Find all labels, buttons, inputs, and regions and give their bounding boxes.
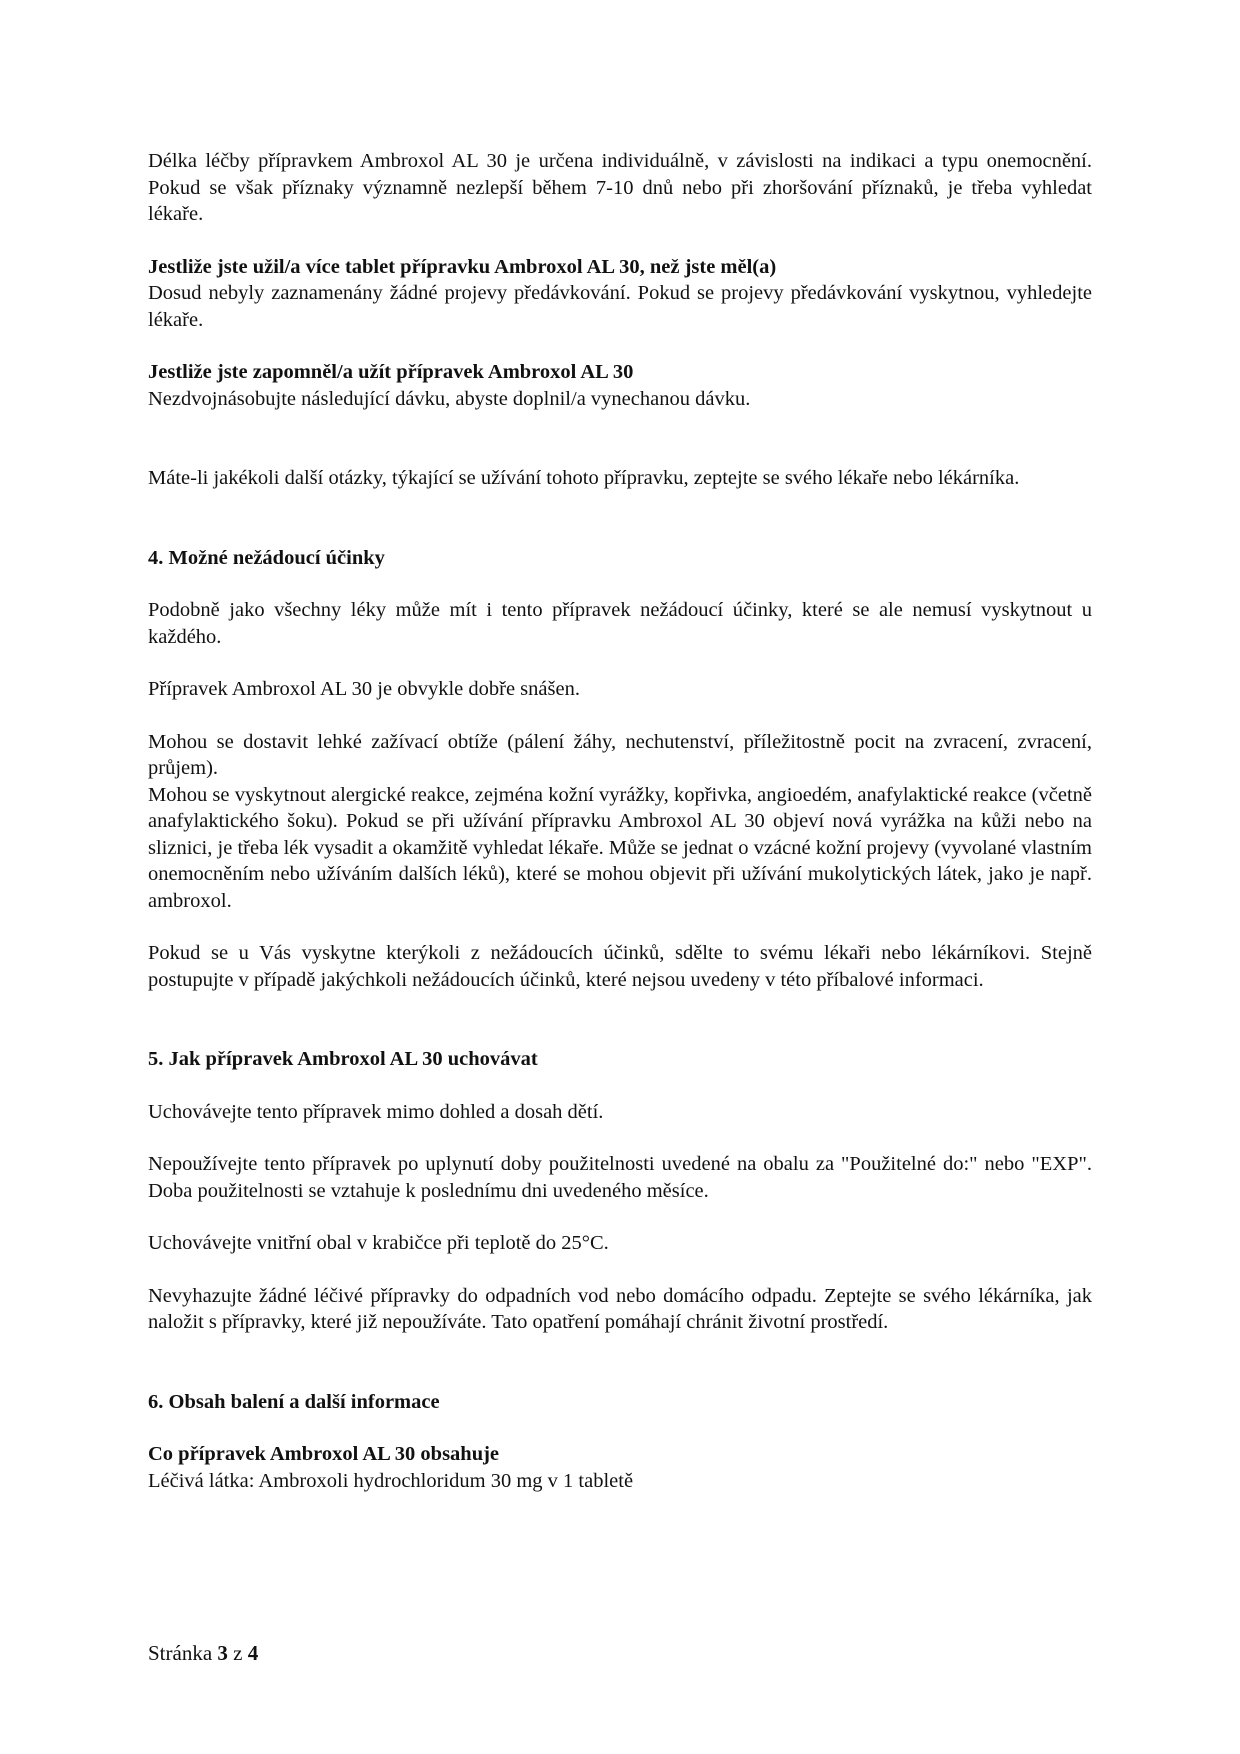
- total-pages-number: 4: [247, 1641, 259, 1665]
- tolerance-paragraph: Přípravek Ambroxol AL 30 je obvykle dobře snášen.: [148, 678, 580, 700]
- disposal-paragraph: Nevyhazujte žádné léčivé přípravky do odpadních vod nebo domácího odpadu. Zeptejte se svého lékárníka, jak naložit s přípravky, které již nepoužíváte. Tato opatření pomáhají chránit životní prostředí.: [148, 1284, 1092, 1333]
- storage-children-paragraph: Uchovávejte tento přípravek mimo dohled a dosah dětí.: [148, 1100, 604, 1123]
- overdose-paragraph: Dosud nebyly zaznamenány žádné projevy předávkování. Pokud se projevy předávkování vyskytnou, vyhledejte lékaře.: [148, 282, 1092, 331]
- report-side-effects-paragraph: Pokud se u Vás vyskytne kterýkoli z nežádoucích účinků, sdělte to svému lékaři nebo lékárníkovi. Stejně postupujte v případě jakýchkoli nežádoucích účinků, které nejsou uvedeny v této příbalové informaci.: [148, 942, 1092, 991]
- digestive-effects-paragraph: Mohou se dostavit lehké zažívací obtíže (pálení žáhy, nechutenství, příležitostně pocit na zvracení, zvracení, průjem).: [148, 730, 1092, 779]
- side-effects-intro: Podobně jako všechny léky může mít i tento přípravek nežádoucí účinky, které se ale nemusí vyskytnout u každého.: [148, 599, 1092, 648]
- active-substance-paragraph: Léčivá látka: Ambroxoli hydrochloridum 30 mg v 1 tabletě: [148, 1469, 634, 1492]
- document-page: [148, 148, 1092, 1494]
- current-page-number: 3: [217, 1641, 228, 1665]
- questions-paragraph: Máte-li jakékoli další otázky, týkající se užívání tohoto přípravku, zeptejte se svého lékaře nebo lékárníka.: [148, 467, 1020, 489]
- missed-dose-heading: Jestliže jste zapomněl/a užít přípravek Ambroxol AL 30: [148, 361, 634, 383]
- page-footer: [148, 1640, 258, 1667]
- allergic-reactions-paragraph: Mohou se vyskytnout alergické reakce, zejména kožní vyrážky, kopřivka, angioedém, anafylaktické reakce (včetně anafylaktického šoku). Pokud se při užívání přípravku Ambroxol AL 30 objeví nová vyrážka na kůži nebo na sliznici, je třeba lék vysadit a okamžitě vyhledat lékaře. Může se jednat o vzácné kožní projevy (vyvolané vlastním onemocněním nebo užíváním dalších léků), které se mohou objevit při užívání mukolytických látek, jako je např. ambroxol.: [148, 783, 1092, 912]
- missed-dose-paragraph: Nezdvojnásobujte následující dávku, abyste doplnil/a vynechanou dávku.: [148, 387, 751, 410]
- expiry-paragraph: Nepoužívejte tento přípravek po uplynutí doby použitelnosti uvedené na obalu za "Použitelné do:" nebo "EXP". Doba použitelnosti se vztahuje k poslednímu dni uvedeného měsíce.: [148, 1153, 1092, 1202]
- page-label: Stránka: [148, 1641, 218, 1665]
- contents-subheading: Co přípravek Ambroxol AL 30 obsahuje: [148, 1443, 500, 1465]
- duration-paragraph: Délka léčby přípravkem Ambroxol AL 30 je určena individuálně, v závislosti na indikaci a typu onemocnění. Pokud se však příznaky významně nezlepší během 7-10 dnů nebo při zhoršování příznaků, je třeba vyhledat lékaře.: [148, 150, 1092, 225]
- page-separator: z: [227, 1641, 248, 1665]
- section-6-heading: 6. Obsah balení a další informace: [148, 1390, 440, 1413]
- overdose-heading: Jestliže jste užil/a více tablet přípravku Ambroxol AL 30, než jste měl(a): [148, 255, 777, 278]
- storage-temperature-paragraph: Uchovávejte vnitřní obal v krabičce při teplotě do 25°C.: [148, 1232, 609, 1254]
- section-4-heading: 4. Možné nežádoucí účinky: [148, 546, 385, 569]
- section-5-heading: 5. Jak přípravek Ambroxol AL 30 uchovávat: [148, 1048, 538, 1070]
